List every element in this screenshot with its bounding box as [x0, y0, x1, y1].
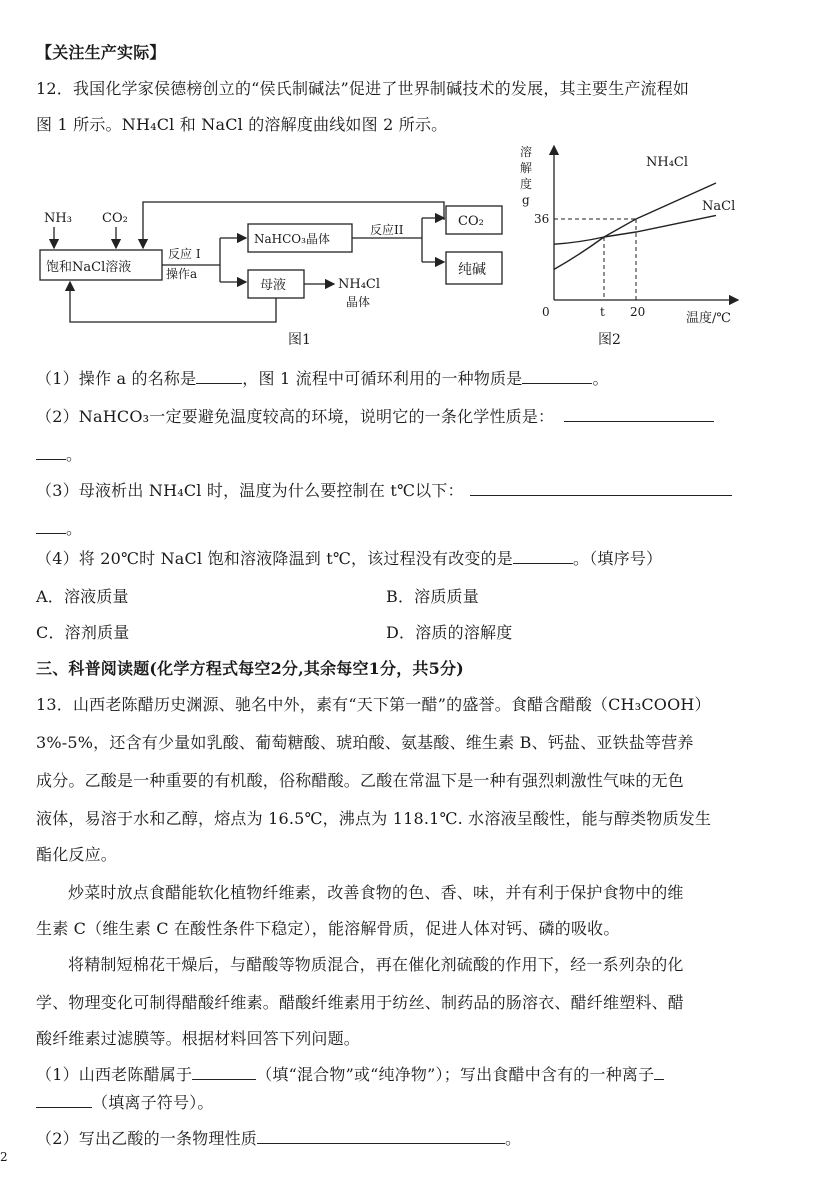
fig1-co2-label: CO₂	[102, 211, 128, 226]
q13-sub1-blank3[interactable]	[36, 1093, 92, 1108]
q12-sub2-blank2[interactable]	[36, 445, 66, 460]
q13-sub2-blank[interactable]	[257, 1129, 505, 1144]
fig2-ylabel-0: 溶	[520, 145, 533, 159]
fig2-ylabel-1: 解	[520, 161, 533, 175]
q12-sub3	[36, 478, 732, 501]
q13-p1-line3: 成分。乙酸是一种重要的有机酸，俗称醋酸。乙酸在常温下是一种有强烈刺激性气味的无色	[36, 771, 685, 790]
figure2-solubility-chart	[516, 140, 756, 350]
q13-p1-line4: 液体，易溶于水和乙醇，熔点为 16.5℃，沸点为 118.1℃. 水溶液呈酸性，能与醇类物质发生	[36, 809, 712, 828]
page-number: 2	[0, 1150, 8, 1164]
fig1-reaction1: 反应 I	[168, 247, 201, 261]
q12-sub2-cont	[36, 442, 82, 465]
q12-sub2	[36, 404, 714, 427]
fig1-nh4cl-line1: NH₄Cl	[338, 277, 381, 292]
q12-sub1-text-a: （1）操作 a 的名称是	[36, 369, 197, 388]
fig2-xlabel: 温度/℃	[686, 311, 731, 326]
fig1-operation-a: 操作a	[166, 267, 198, 281]
fig1-reaction2: 反应II	[370, 223, 404, 237]
fig1-nh3-label: NH₃	[44, 211, 72, 226]
q13-sub1-text-b: （填“混合物”或“纯净物”）；写出食醋中含有的一种离子	[256, 1065, 655, 1084]
fig2-ylabel-3: g	[522, 193, 530, 207]
q13-sub1-blank1[interactable]	[192, 1065, 256, 1080]
q13-p1-line5: 酯化反应。	[36, 845, 118, 864]
q12-sub4-text-b: 。（填序号）	[573, 549, 663, 568]
fig2-label-nh4cl: NH₄Cl	[646, 155, 689, 170]
fig2-origin: 0	[542, 305, 550, 319]
fig1-mother-liquor-label: 母液	[260, 278, 287, 293]
q13-p1-line1: 13．山西老陈醋历史渊源、驰名中外，素有“天下第一醋”的盛誉。食醋含醋酸（CH₃COOH）	[36, 695, 711, 714]
q12-sub4	[36, 546, 662, 569]
fig1-soda-label: 纯碱	[458, 262, 486, 278]
fig2-curve-nh4cl	[554, 183, 716, 269]
q13-sub1	[36, 1062, 664, 1085]
fig2-label-nacl: NaCl	[702, 199, 736, 214]
q12-option-d: D．溶质的溶解度	[386, 623, 513, 642]
q12-sub3-blank1[interactable]	[470, 481, 732, 496]
fig1-nh4cl-line2: 晶体	[346, 295, 371, 309]
q12-intro-line2: 图 1 所示。NH₄Cl 和 NaCl 的溶解度曲线如图 2 所示。	[36, 115, 448, 134]
fig1-brine-label: 饱和NaCl溶液	[46, 260, 132, 275]
fig2-tick-36: 36	[534, 212, 550, 226]
q13-p3-line2: 学、物理变化可制得醋酸纤维素。醋酸纤维素用于纺丝、制药品的肠溶衣、醋纤维塑料、醋	[36, 993, 685, 1012]
q13-sub2-text-b: 。	[504, 1129, 522, 1148]
q13-p3-line3: 酸纤维素过滤膜等。根据材料回答下列问题。	[36, 1029, 361, 1048]
fig2-tick-t: t	[600, 305, 605, 319]
section-header: 【关注生产实际】	[36, 43, 166, 62]
q13-sub1-blank2[interactable]	[654, 1065, 664, 1080]
q12-sub3-text: （3）母液析出 NH₄Cl 时，温度为什么要控制在 t℃以下：	[36, 481, 464, 500]
fig2-tick-20: 20	[630, 305, 646, 319]
fig1-caption: 图1	[288, 332, 311, 348]
q12-sub1-blank2[interactable]	[522, 369, 592, 384]
fig1-co2-product: CO₂	[458, 214, 484, 229]
q12-sub3-blank2[interactable]	[36, 519, 66, 534]
q12-sub3-end: 。	[66, 519, 83, 538]
q12-sub2-blank1[interactable]	[564, 407, 714, 422]
q13-sub2	[36, 1126, 521, 1149]
q13-p2-line2: 生素 C（维生素 C 在酸性条件下稳定），能溶解骨质，促进人体对钙、磷的吸收。	[36, 919, 620, 938]
q13-p1-line2: 3%-5%，还含有少量如乳酸、葡萄糖酸、琥珀酸、氨基酸、维生素 B、钙盐、亚铁盐等营养	[36, 733, 694, 752]
q12-sub4-text-a: （4）将 20℃时 NaCl 饱和溶液降温到 t℃，该过程没有改变的是	[36, 549, 514, 568]
q12-sub4-blank[interactable]	[513, 549, 573, 564]
fig2-ylabel-2: 度	[520, 177, 533, 191]
q12-option-c: C．溶剂质量	[36, 623, 130, 642]
figure1-flowchart	[30, 190, 520, 350]
q12-option-b: B．溶质质量	[386, 587, 479, 606]
q12-intro-line1: 12．我国化学家侯德榜创立的“侯氏制碱法”促进了世界制碱技术的发展，其主要生产流程如	[36, 79, 690, 98]
q12-sub1	[36, 366, 609, 389]
q12-sub2-end: 。	[66, 445, 83, 464]
q12-sub2-text: （2）NaHCO₃一定要避免温度较高的环境，说明它的一条化学性质是：	[36, 407, 555, 426]
q13-sub1-text-c: （填离子符号）。	[92, 1093, 214, 1112]
section3-header: 三、科普阅读题(化学方程式每空2分,其余每空1分，共5分)	[36, 659, 464, 678]
q13-sub1-text-a: （1）山西老陈醋属于	[36, 1065, 193, 1084]
fig1-nahco3-label: NaHCO₃晶体	[254, 232, 330, 246]
q13-p3-line1: 将精制短棉花干燥后，与醋酸等物质混合，再在催化剂硫酸的作用下，经一系列杂的化	[68, 955, 684, 974]
q12-sub1-text-b: ，图 1 流程中可循环利用的一种物质是	[242, 369, 523, 388]
q13-sub2-text-a: （2）写出乙酸的一条物理性质	[36, 1129, 257, 1148]
q13-p2-line1: 炒菜时放点食醋能软化植物纤维素，改善食物的色、香、味，并有利于保护食物中的维	[68, 883, 684, 902]
q12-sub1-blank1[interactable]	[196, 369, 242, 384]
q13-sub1-cont	[36, 1090, 214, 1113]
q12-sub1-text-c: 。	[592, 369, 609, 388]
q12-sub3-cont	[36, 516, 82, 539]
fig2-caption: 图2	[598, 332, 621, 348]
q12-option-a: A．溶液质量	[36, 587, 129, 606]
